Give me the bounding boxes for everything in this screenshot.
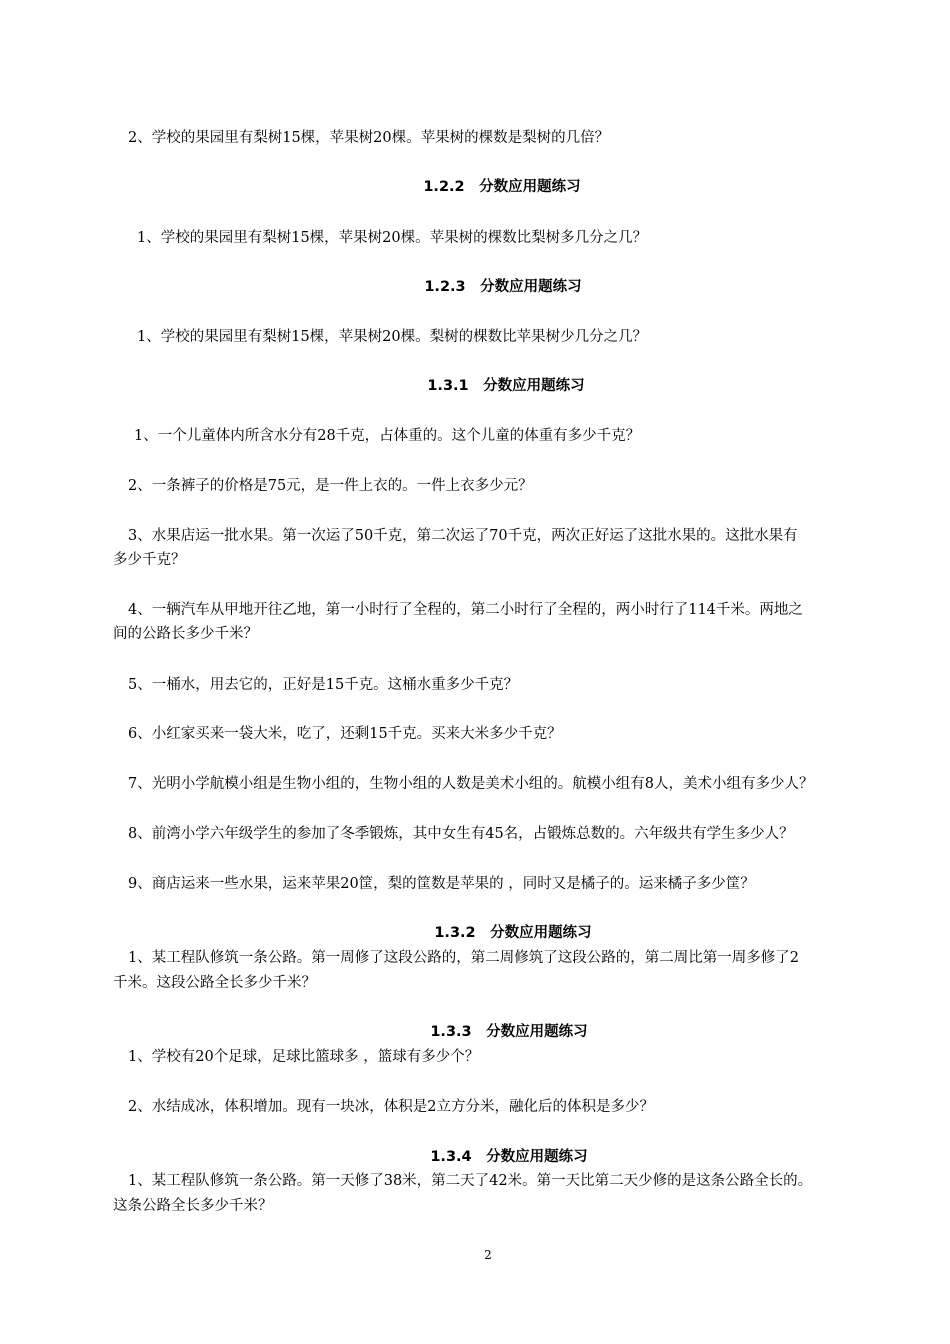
- question-text: 7、光明小学航模小组是生物小组的，生物小组的人数是美术小组的。航模小组有8人，美术小组有多少人？: [128, 776, 814, 792]
- question-text: 6、小红家买来一袋大米，吃了，还剩15千克。买来大米多少千克？: [128, 726, 562, 742]
- question-text: 间的公路长多少千米？: [113, 626, 258, 642]
- question-text: 1、某工程队修筑一条公路。第一天修了38米，第二天了42米。第一天比第二天少修的是这条公路全长的。: [128, 1173, 813, 1189]
- question-text: 1、学校的果园里有梨树15棵，苹果树20棵。梨树的棵数比苹果树少几分之几？: [137, 329, 648, 345]
- question-text: 多少千克？: [113, 552, 186, 568]
- question-text: 1、一个儿童体内所含水分有28千克，占体重的。这个儿童的体重有多少千克？: [134, 428, 641, 444]
- section-heading: 1.2.2 分数应用题练习: [423, 179, 581, 195]
- question-text: 1、学校的果园里有梨树15棵，苹果树20棵。苹果树的棵数比梨树多几分之几？: [137, 230, 648, 246]
- question-text: 9、商店运来一些水果，运来苹果20筐，梨的筐数是苹果的 ，同时又是橘子的。运来橘子多少筐？: [128, 876, 755, 892]
- question-text: 8、前湾小学六年级学生的参加了冬季锻炼，其中女生有45名，占锻炼总数的。六年级共有学生多少人？: [128, 826, 794, 842]
- section-heading: 1.3.3 分数应用题练习: [430, 1024, 588, 1040]
- question-text: 4、一辆汽车从甲地开往乙地，第一小时行了全程的，第二小时行了全程的，两小时行了114千米。两地之: [128, 602, 803, 618]
- question-text: 这条公路全长多少千米？: [113, 1198, 273, 1214]
- section-heading: 1.3.2 分数应用题练习: [434, 925, 592, 941]
- question-text: 3、水果店运一批水果。第一次运了50千克，第二次运了70千克，两次正好运了这批水果的。这批水果有: [128, 528, 798, 544]
- question-text: 2、学校的果园里有梨树15棵，苹果树20棵。苹果树的棵数是梨树的几倍？: [128, 130, 610, 146]
- section-heading: 1.3.4 分数应用题练习: [430, 1149, 588, 1165]
- question-text: 2、水结成冰，体积增加。现有一块冰，体积是2立方分米，融化后的体积是多少？: [128, 1099, 654, 1115]
- question-text: 千米。这段公路全长多少千米？: [113, 975, 316, 991]
- question-text: 2、一条裤子的价格是75元，是一件上衣的。一件上衣多少元？: [128, 478, 533, 494]
- section-heading: 1.2.3 分数应用题练习: [424, 279, 582, 295]
- question-text: 1、学校有20个足球，足球比篮球多 ，篮球有多少个？: [128, 1049, 480, 1065]
- section-heading: 1.3.1 分数应用题练习: [427, 378, 585, 394]
- question-text: 1、某工程队修筑一条公路。第一周修了这段公路的，第二周修筑了这段公路的，第二周比第一周多修了2: [128, 950, 799, 966]
- question-text: 5、一桶水，用去它的，正好是15千克。这桶水重多少千克？: [128, 677, 519, 693]
- page-number: 2: [484, 1248, 492, 1262]
